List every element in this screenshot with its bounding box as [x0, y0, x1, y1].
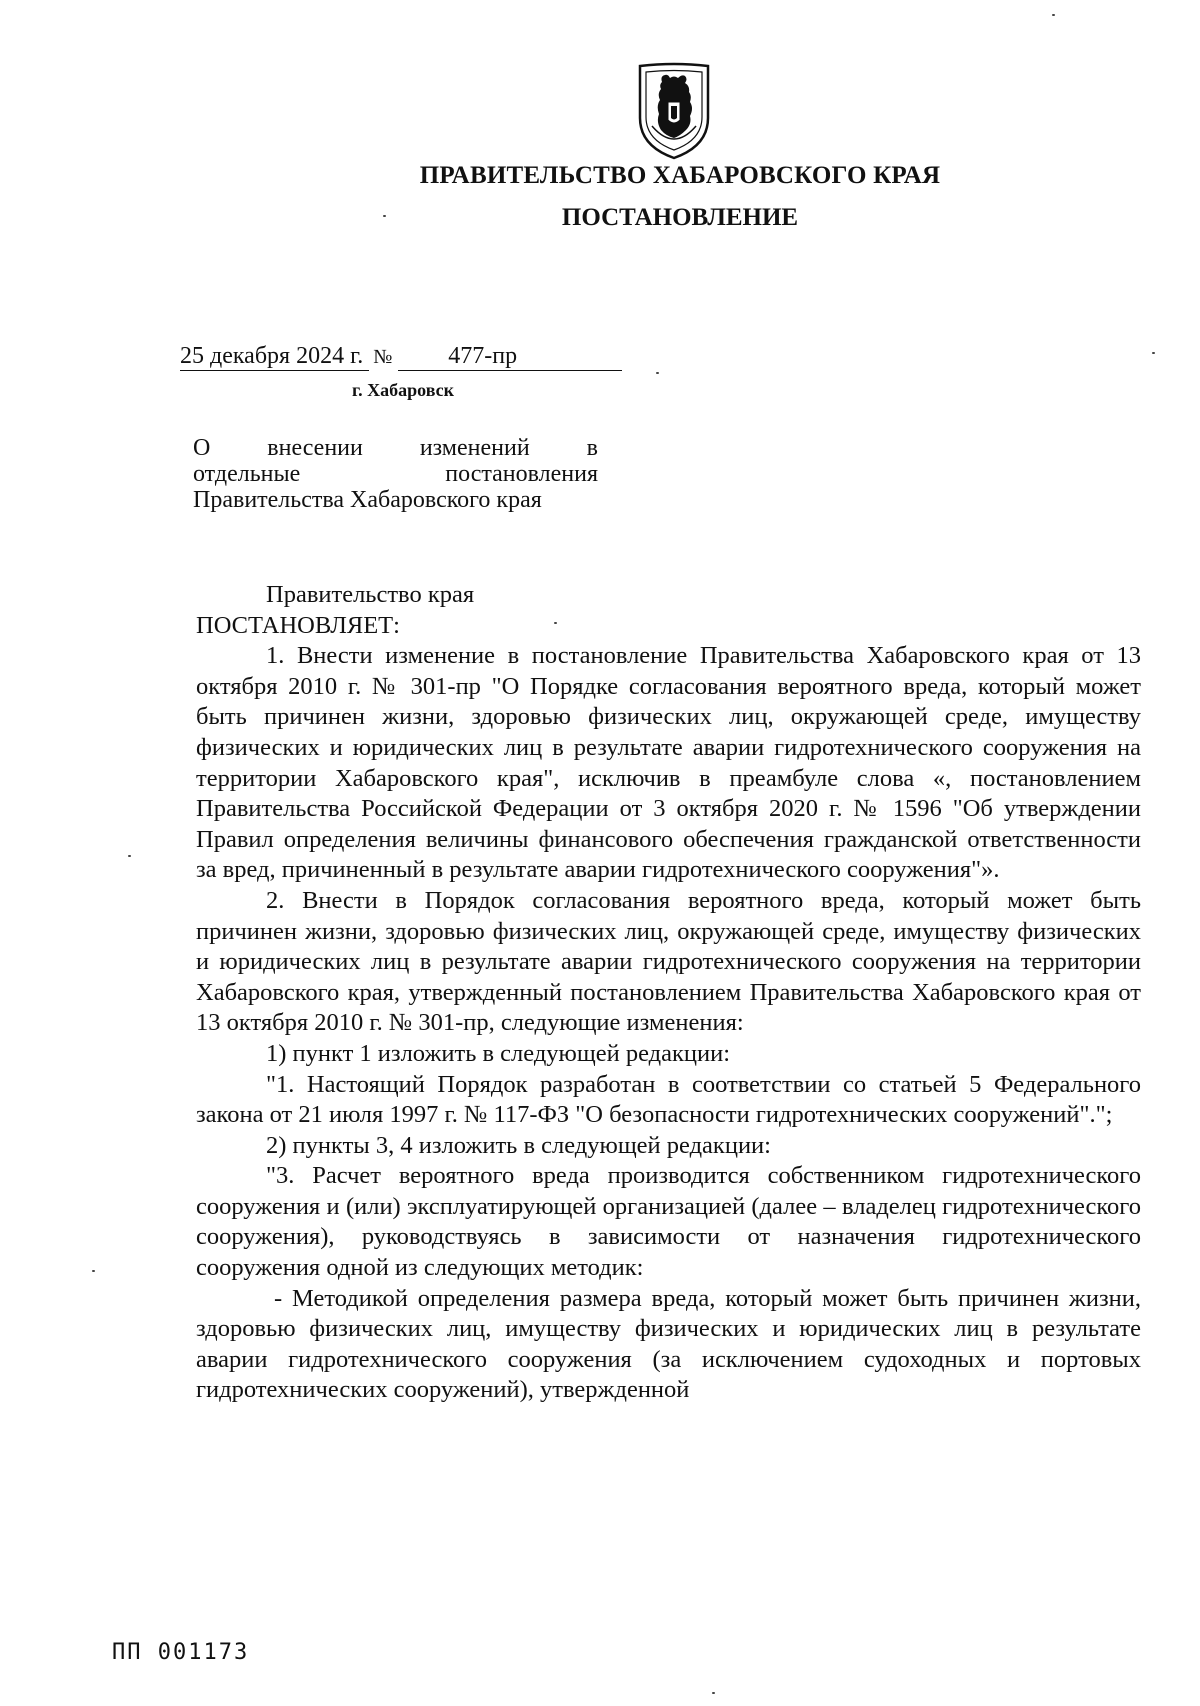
- preamble: Правительство края: [266, 581, 475, 608]
- registration-line: [180, 343, 622, 371]
- document-subject: [193, 435, 598, 513]
- subject-line-1: [193, 435, 598, 461]
- document-body: [196, 580, 1141, 1406]
- document-number: 477-пр: [398, 343, 622, 371]
- subject-line-3: Правительства Хабаровского края: [193, 487, 542, 513]
- document-type-title: ПОСТАНОВЛЕНИЕ: [561, 204, 799, 231]
- subject-word: изменений: [419, 435, 530, 461]
- paragraph-item-1: 1. Внести изменение в постановление Правительства Хабаровского края от 13 октября 2010 г. № 301-пр "О Порядке согласования вероятного вреда, который может быть причинен жизни, здоровью физических лиц, окружающей среде, имуществу физических и юридических лиц в результате аварии гидротехнического сооружения на территории Хабаровского края", исключив в преамбуле слова «, постановлением Правительства Российской Федерации от 3 октября 2020 г. № 1596 "Об утверждении Правил определения величины финансового обеспечения гражданской ответственности за вред, причиненный в результате аварии гидротехнического сооружения"».: [196, 642, 1141, 884]
- subitem-1: 1) пункт 1 изложить в следующей редакции:: [266, 1039, 731, 1067]
- scan-speck: [656, 372, 659, 374]
- decree-word: ПОСТАНОВЛЯЕТ:: [196, 611, 400, 639]
- scan-speck: [92, 1270, 95, 1272]
- subject-line-2: [193, 461, 598, 487]
- scan-speck: [1152, 352, 1155, 354]
- scan-speck: [128, 855, 131, 857]
- subject-word: О: [193, 435, 211, 461]
- organization-title: ПРАВИТЕЛЬСТВО ХАБАРОВСКОГО КРАЯ: [419, 162, 941, 189]
- scan-speck: [554, 622, 557, 624]
- subitem-2: 2) пункты 3, 4 изложить в следующей редакции:: [266, 1131, 771, 1159]
- document-city: г. Хабаровск: [352, 380, 455, 400]
- quoted-clause-1: "1. Настоящий Порядок разработан в соответствии со статьей 5 Федерального закона от 21 июля 1997 г. № 117-ФЗ "О безопасности гидротехнических сооружений".";: [196, 1070, 1141, 1129]
- form-serial-code: ПП 001173: [112, 1640, 250, 1665]
- quoted-clause-3: "3. Расчет вероятного вреда производится собственником гидротехнического сооружения и (или) эксплуатирующей организацией (далее – владелец гидротехнического сооружения), руководствуясь в зависимости от назначения гидротехнического сооружения одной из следующих методик:: [196, 1162, 1141, 1282]
- methodology-list-item: - Методикой определения размера вреда, который может быть причинен жизни, здоровью физических лиц, имуществу физических и юридических лиц в результате аварии гидротехнического сооружения (за исключением судоходных и портовых гидротехнических сооружений), утвержденной: [196, 1284, 1141, 1404]
- number-sign: №: [373, 346, 393, 368]
- subject-word: в: [586, 435, 598, 461]
- subject-word: постановления: [445, 461, 598, 487]
- document-date: 25 декабря 2024 г.: [180, 343, 369, 371]
- scan-speck: [383, 215, 386, 217]
- paragraph-item-2: 2. Внести в Порядок согласования вероятного вреда, который может быть причинен жизни, здоровью физических лиц, окружающей среде, имуществу физических и юридических лиц в результате аварии гидротехнического сооружения на территории Хабаровского края, утвержденный постановлением Правительства Хабаровского края от 13 октября 2010 г. № 301-пр, следующие изменения:: [196, 886, 1141, 1037]
- coat-of-arms-emblem: [632, 60, 716, 162]
- scan-speck: [712, 1692, 715, 1694]
- subject-word: внесении: [267, 435, 363, 461]
- subject-word: отдельные: [193, 461, 301, 487]
- scan-speck: [1052, 14, 1055, 16]
